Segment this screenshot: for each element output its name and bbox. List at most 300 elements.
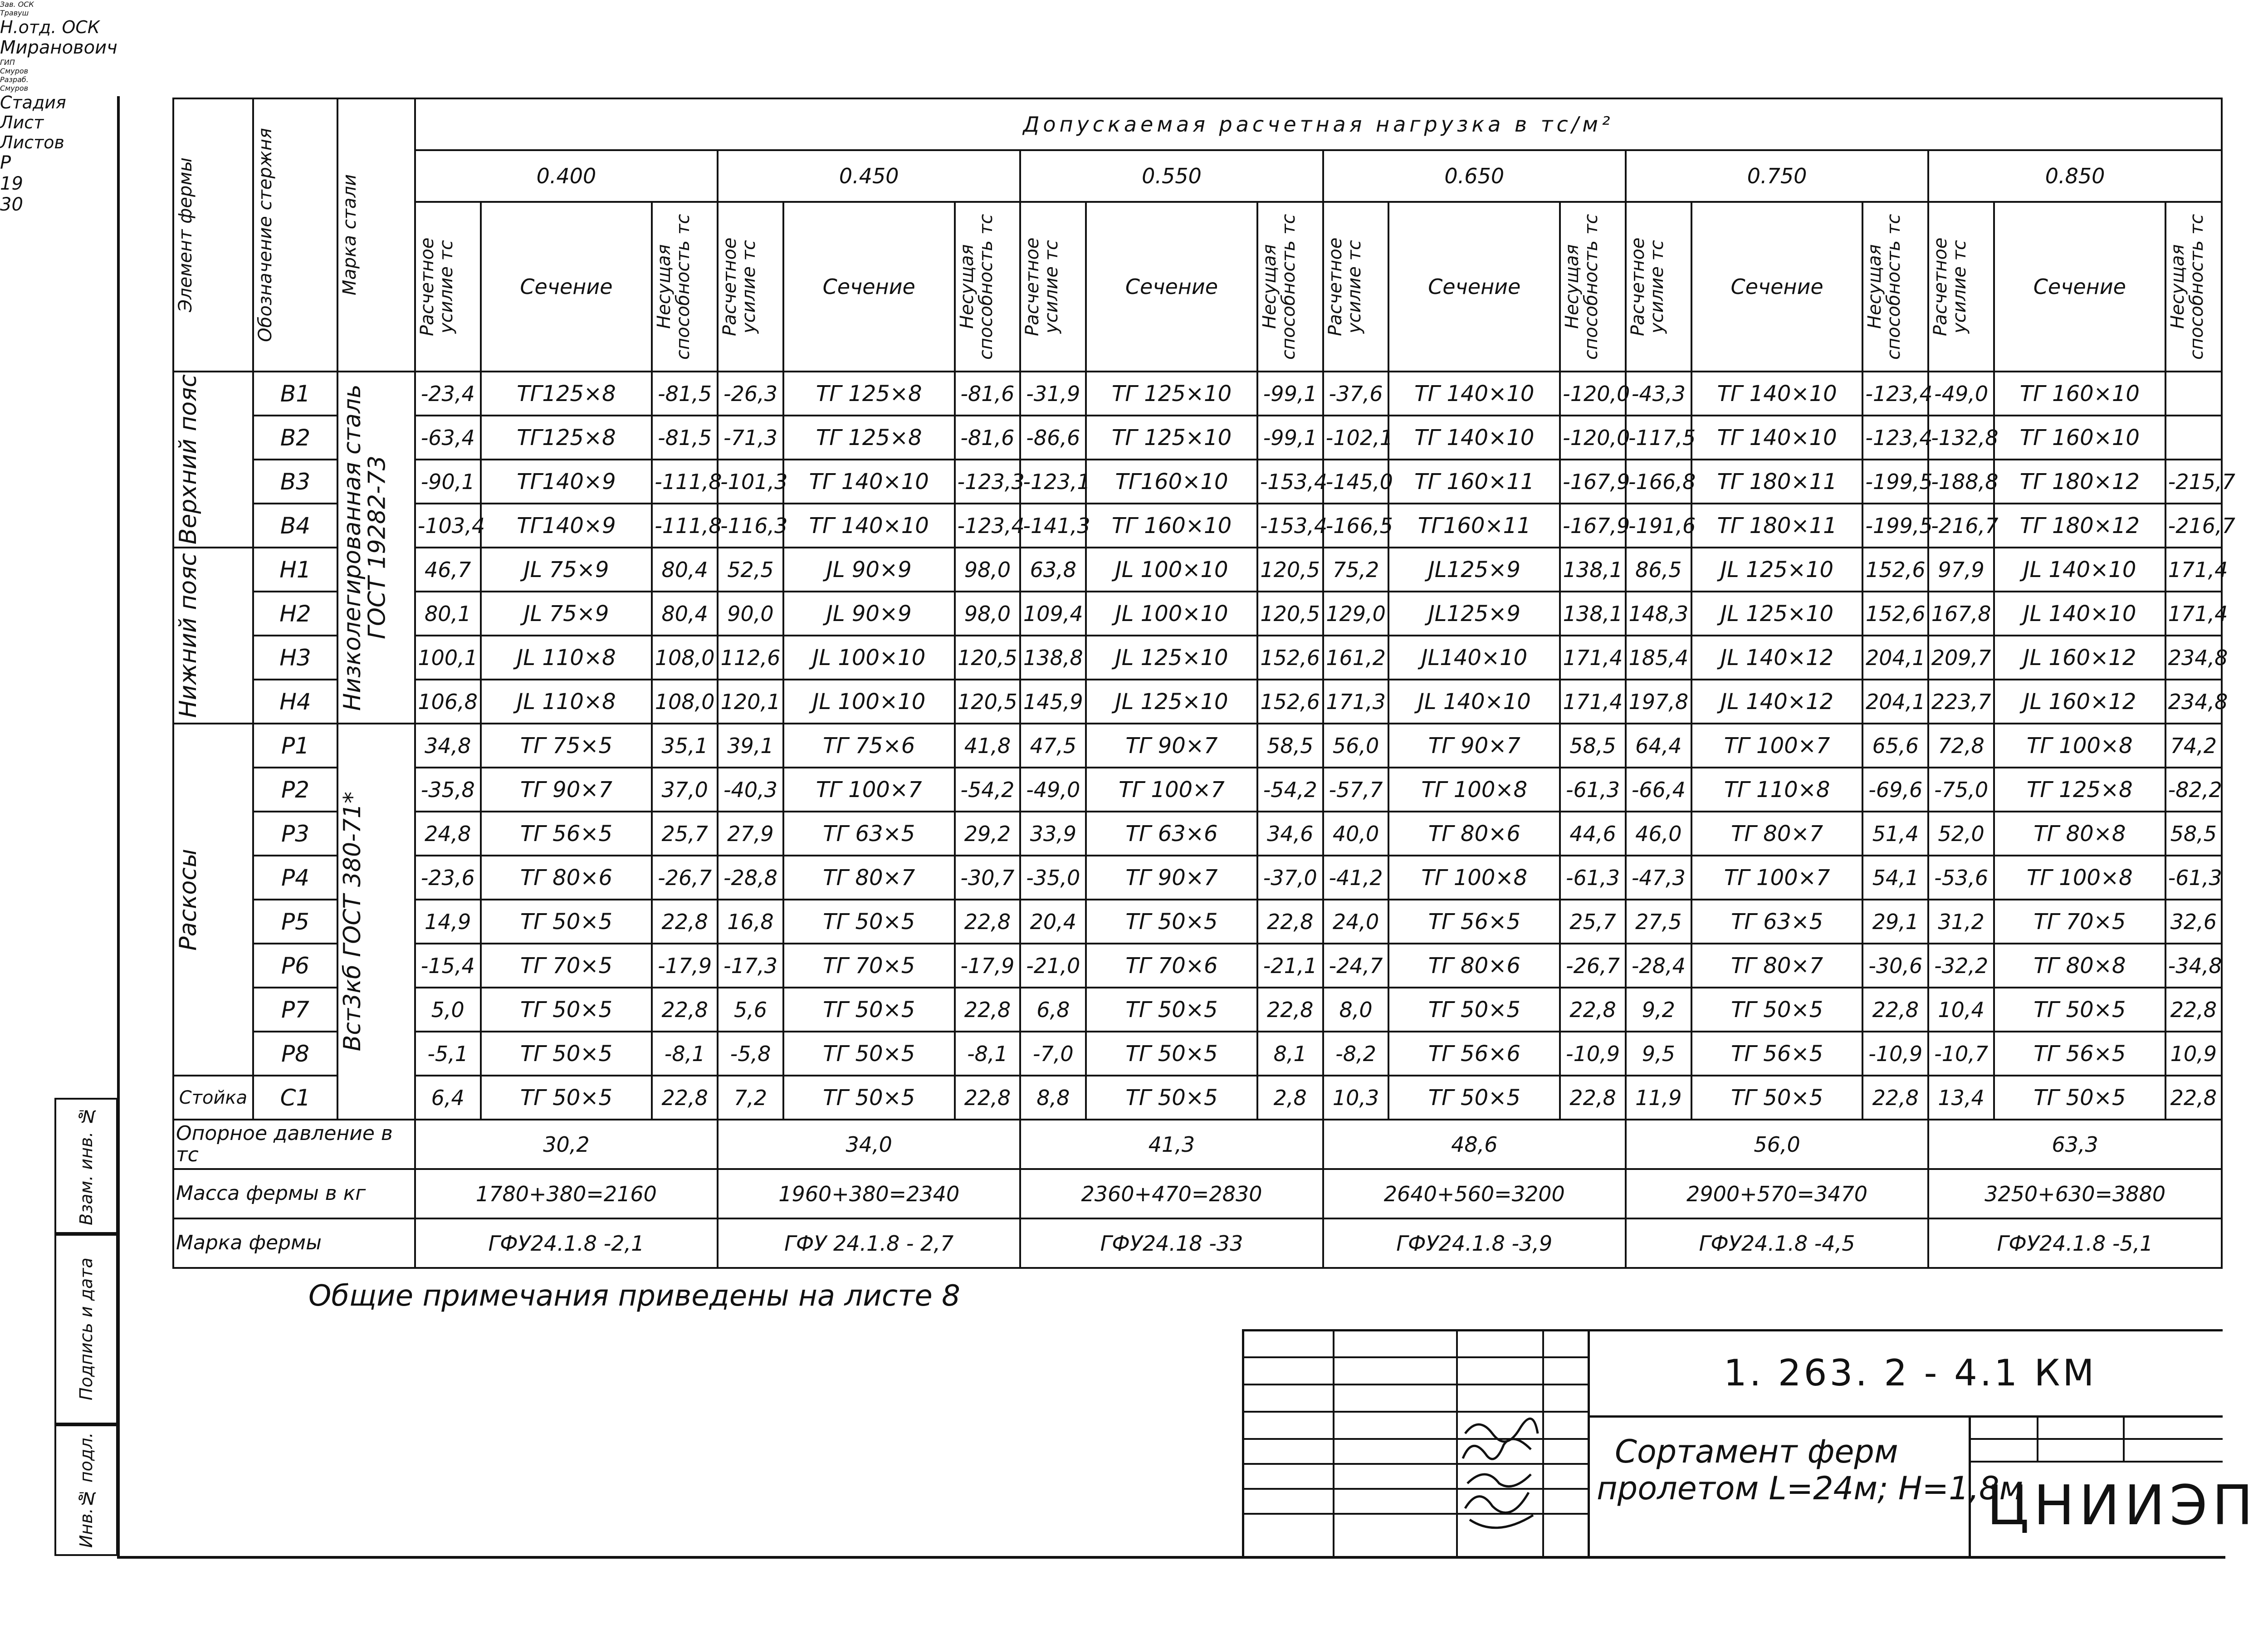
section-cell: ΤΓ 140×10 [783,460,955,504]
force-cell: 40,0 [1323,812,1389,856]
header-row-load [173,98,2222,150]
capacity-cell: 22,8 [2165,988,2222,1032]
section-cell: JL 110×8 [481,680,652,724]
capacity-cell: -153,4 [1257,460,1323,504]
capacity-cell [2165,372,2222,416]
force-cell: -86,6 [1020,416,1086,460]
table-row [173,812,2222,856]
force-cell: 97,9 [1928,548,1994,592]
table-row [173,724,2222,768]
force-cell: 148,3 [1626,592,1691,636]
summary-label: Масса фермы в кг [173,1169,415,1218]
force-cell: -63,4 [415,416,481,460]
element-group-label: Верхний пояс [175,374,202,545]
summary-value: 30,2 [415,1120,718,1169]
force-cell: -24,7 [1323,944,1389,988]
section-cell: ΤΓ 125×8 [783,416,955,460]
capacity-cell: 120,5 [955,636,1021,680]
force-cell: -166,8 [1626,460,1691,504]
section-cell: ΤΓ 56×5 [1994,1032,2165,1076]
general-note: Общие примечания приведены на листе 8 [308,1279,960,1313]
rod-id: Н2 [253,592,337,636]
force-cell: 75,2 [1323,548,1389,592]
section-cell: ΤΓ 70×6 [1086,944,1257,988]
force-cell: -216,7 [1928,504,1994,548]
steel-grade [337,372,415,724]
capacity-cell: 34,6 [1257,812,1323,856]
force-cell: -103,4 [415,504,481,548]
rod-id: Р3 [253,812,337,856]
force-cell: 24,8 [415,812,481,856]
capacity-cell: -215,7 [2165,460,2222,504]
force-cell: -10,7 [1928,1032,1994,1076]
capacity-cell: -99,1 [1257,372,1323,416]
capacity-cell: -199,5 [1862,460,1928,504]
capacity-cell: -61,3 [1560,768,1626,812]
section-cell: ΤΓ 50×5 [783,900,955,944]
section-cell: JL 160×12 [1994,680,2165,724]
section-cell: ΤΓ 50×5 [783,1076,955,1120]
table-row [173,768,2222,812]
capacity-header-label: Несущая способность тс [1864,214,1905,360]
capacity-cell: -123,4 [1862,372,1928,416]
force-cell: -43,3 [1626,372,1691,416]
section-cell: ΤΓ 80×6 [481,856,652,900]
capacity-cell: -111,8 [652,460,718,504]
capacity-header-label: Несущая способность тс [956,214,997,360]
summary-value: ГФУ24.18 -33 [1020,1218,1323,1268]
section-cell: ΤΓ 63×5 [783,812,955,856]
element-group-label: Раскосы [175,848,202,951]
rod-id: Р8 [253,1032,337,1076]
force-cell: -28,4 [1626,944,1691,988]
section-cell: ΤΓ 50×5 [1691,1076,1863,1120]
capacity-cell: -54,2 [955,768,1021,812]
section-cell: ΤΓ 50×5 [481,1032,652,1076]
capacity-cell: -17,9 [955,944,1021,988]
section-cell: ΤΓ 75×6 [783,724,955,768]
force-cell: 6,4 [415,1076,481,1120]
rod-id: Р5 [253,900,337,944]
section-cell: ΤΓ 50×5 [481,1076,652,1120]
force-cell: -188,8 [1928,460,1994,504]
force-cell: 161,2 [1323,636,1389,680]
element-group [173,372,253,548]
capacity-cell: 22,8 [652,988,718,1032]
section-header: Сечение [1086,202,1257,372]
force-cell: -47,3 [1626,856,1691,900]
summary-value: ГФУ24.1.8 -4,5 [1626,1218,1928,1268]
section-cell: JL 100×10 [1086,592,1257,636]
section-cell: ΤΓ 140×10 [1691,372,1863,416]
force-cell: -102,1 [1323,416,1389,460]
side-stamp-replace [54,1098,118,1234]
side-label-inv: Инв.№ подл. [76,1432,96,1548]
element-group-label: Нижний пояс [175,553,202,718]
capacity-cell: -120,0 [1560,416,1626,460]
force-cell: -132,8 [1928,416,1994,460]
sheet-value: 19 [0,173,23,194]
side-label-sign: Подпись и дата [76,1257,96,1401]
capacity-cell: -167,9 [1560,460,1626,504]
capacity-cell: -81,5 [652,372,718,416]
capacity-cell: 171,4 [1560,636,1626,680]
capacity-cell: -111,8 [652,504,718,548]
capacity-cell: -167,9 [1560,504,1626,548]
section-cell: ΤΓ 80×6 [1388,812,1560,856]
capacity-cell: 22,8 [955,1076,1021,1120]
force-header-label: Расчетное усилие тс [416,237,457,336]
section-cell: ΤΓ 63×5 [1691,900,1863,944]
capacity-header [652,202,718,372]
capacity-cell: -61,3 [2165,856,2222,900]
force-cell: 63,8 [1020,548,1086,592]
capacity-cell: 120,5 [955,680,1021,724]
section-cell: ΤΓ 80×7 [1691,944,1863,988]
capacity-cell: 22,8 [652,900,718,944]
section-cell: ΤΓ 50×5 [1086,900,1257,944]
capacity-cell: -8,1 [955,1032,1021,1076]
force-cell: 223,7 [1928,680,1994,724]
force-cell: 27,9 [718,812,783,856]
force-cell: 13,4 [1928,1076,1994,1120]
capacity-header [1560,202,1626,372]
capacity-cell: -34,8 [2165,944,2222,988]
sheets-value: 30 [0,194,23,215]
summary-row [173,1169,2222,1218]
section-cell: ΤΓ 56×5 [1691,1032,1863,1076]
sheets-label: Листов [0,132,64,152]
capacity-cell: 8,1 [1257,1032,1323,1076]
col-steel-header [337,98,415,372]
force-cell: -5,8 [718,1032,783,1076]
name-4: Смуров [0,84,29,93]
capacity-cell: 120,5 [1257,592,1323,636]
section-cell: ΤΓ 180×11 [1691,504,1863,548]
capacity-cell: 171,4 [2165,548,2222,592]
capacity-cell: 58,5 [1257,724,1323,768]
capacity-cell: 41,8 [955,724,1021,768]
truss-table [172,98,2235,1269]
force-cell: 16,8 [718,900,783,944]
section-cell: ΤΓ 125×10 [1086,416,1257,460]
element-group [173,724,253,1076]
capacity-header [1257,202,1323,372]
section-cell: ΤΓ 140×10 [1691,416,1863,460]
stage-value: Р [0,152,11,173]
section-cell: JL140×10 [1388,636,1560,680]
capacity-cell: 58,5 [1560,724,1626,768]
force-cell: 90,0 [718,592,783,636]
section-cell: ΤΓ 80×7 [1691,812,1863,856]
side-stamp-sign [54,1234,118,1424]
role-2: Н.отд. ОСК [0,17,100,37]
section-cell: ΤΓ 50×5 [783,988,955,1032]
section-cell: ΤΓ160×11 [1388,504,1560,548]
section-cell: ΤΓ 80×7 [783,856,955,900]
table-row [173,504,2222,548]
capacity-cell: 51,4 [1862,812,1928,856]
section-header: Сечение [783,202,955,372]
role-4: Разраб. [0,75,29,84]
section-cell: ΤΓ 110×8 [1691,768,1863,812]
capacity-cell: 22,8 [2165,1076,2222,1120]
section-cell: JL 75×9 [481,548,652,592]
force-cell: -90,1 [415,460,481,504]
load-value: 0.450 [718,150,1020,202]
force-cell: 138,8 [1020,636,1086,680]
capacity-cell: -26,7 [1560,944,1626,988]
force-cell: 10,4 [1928,988,1994,1032]
capacity-cell: -81,6 [955,372,1021,416]
header-row-sub [173,202,2222,372]
element-group-label: Стойка [179,1087,248,1108]
force-cell: 80,1 [415,592,481,636]
section-cell: JL 125×10 [1086,636,1257,680]
section-cell: ΤΓ 70×5 [783,944,955,988]
force-cell: 9,2 [1626,988,1691,1032]
force-cell: 52,5 [718,548,783,592]
force-cell: -40,3 [718,768,783,812]
force-cell: 185,4 [1626,636,1691,680]
summary-value: ГФУ24.1.8 -2,1 [415,1218,718,1268]
load-value: 0.550 [1020,150,1323,202]
force-cell: -71,3 [718,416,783,460]
side-label-replace: Взам. инв. № [76,1106,96,1226]
capacity-cell: 22,8 [1560,988,1626,1032]
capacity-cell: -54,2 [1257,768,1323,812]
force-cell: 47,5 [1020,724,1086,768]
force-cell: -191,6 [1626,504,1691,548]
section-cell: ΤΓ 140×10 [1388,416,1560,460]
force-cell: -35,0 [1020,856,1086,900]
capacity-cell: 25,7 [652,812,718,856]
force-header-label: Расчетное усилие тс [1930,237,1970,336]
capacity-cell: 10,9 [2165,1032,2222,1076]
table-row [173,460,2222,504]
force-cell: 7,2 [718,1076,783,1120]
col-element-header [173,98,253,372]
force-cell: -57,7 [1323,768,1389,812]
force-cell: 34,8 [415,724,481,768]
rod-id: Н1 [253,548,337,592]
organization-name: ЦНИИЭП [1987,1474,2258,1537]
capacity-cell: 152,6 [1257,636,1323,680]
force-cell: 209,7 [1928,636,1994,680]
rod-id: С1 [253,1076,337,1120]
section-cell: ΤΓ160×10 [1086,460,1257,504]
table-row [173,856,2222,900]
capacity-header-label: Несущая способность тс [2167,214,2207,360]
section-cell: ΤΓ 100×8 [1994,856,2165,900]
force-cell: -41,2 [1323,856,1389,900]
capacity-cell: 171,4 [1560,680,1626,724]
table-row [173,1076,2222,1120]
force-cell: -17,3 [718,944,783,988]
capacity-cell: -21,1 [1257,944,1323,988]
force-cell: -37,6 [1323,372,1389,416]
summary-value: ГФУ 24.1.8 - 2,7 [718,1218,1020,1268]
force-cell: -21,0 [1020,944,1086,988]
force-cell: -49,0 [1928,372,1994,416]
force-cell: 8,8 [1020,1076,1086,1120]
capacity-cell: -216,7 [2165,504,2222,548]
document-title [1597,1434,2023,1507]
force-cell: 39,1 [718,724,783,768]
capacity-cell: 120,5 [1257,548,1323,592]
table-row [173,548,2222,592]
force-header [1323,202,1389,372]
capacity-cell: 22,8 [652,1076,718,1120]
header-row-values [173,150,2222,202]
summary-value: 63,3 [1928,1120,2222,1169]
force-cell: 64,4 [1626,724,1691,768]
force-header-label: Расчетное усилие тс [1325,237,1365,336]
table-row [173,900,2222,944]
summary-value: 2640+560=3200 [1323,1169,1626,1218]
section-cell: JL 90×9 [783,548,955,592]
section-cell: JL 90×9 [783,592,955,636]
section-cell: ΤΓ 125×8 [783,372,955,416]
table-row [173,636,2222,680]
capacity-cell: -8,1 [652,1032,718,1076]
force-cell: 20,4 [1020,900,1086,944]
force-cell: 112,6 [718,636,783,680]
capacity-cell: 22,8 [955,988,1021,1032]
rod-id: Н3 [253,636,337,680]
capacity-cell: 152,6 [1862,548,1928,592]
load-value: 0.650 [1323,150,1626,202]
capacity-cell: -81,5 [652,416,718,460]
capacity-header [2165,202,2222,372]
rod-id: В1 [253,372,337,416]
capacity-header-label: Несущая способность тс [1562,214,1602,360]
capacity-cell: 22,8 [1862,1076,1928,1120]
section-cell: ΤΓ 50×5 [481,988,652,1032]
capacity-cell: 74,2 [2165,724,2222,768]
rod-id: Р7 [253,988,337,1032]
force-header [1020,202,1086,372]
force-cell: -123,1 [1020,460,1086,504]
force-cell: 167,8 [1928,592,1994,636]
section-cell: ΤΓ 50×5 [481,900,652,944]
rod-id: В4 [253,504,337,548]
element-group [173,548,253,724]
section-header: Сечение [1691,202,1863,372]
section-cell: JL 140×10 [1388,680,1560,724]
capacity-cell: -26,7 [652,856,718,900]
force-cell: 31,2 [1928,900,1994,944]
force-cell: 197,8 [1626,680,1691,724]
section-cell: JL 140×12 [1691,680,1863,724]
sheet-label: Лист [0,113,44,132]
force-cell: 46,7 [415,548,481,592]
capacity-cell: 80,4 [652,592,718,636]
force-cell: 100,1 [415,636,481,680]
capacity-cell: 152,6 [1862,592,1928,636]
summary-value: 1780+380=2160 [415,1169,718,1218]
force-cell: -26,3 [718,372,783,416]
section-cell: JL 125×10 [1691,548,1863,592]
section-cell: JL 110×8 [481,636,652,680]
force-cell: -75,0 [1928,768,1994,812]
capacity-cell: 37,0 [652,768,718,812]
force-cell: -32,2 [1928,944,1994,988]
summary-value: 3250+630=3880 [1928,1169,2222,1218]
summary-value: 1960+380=2340 [718,1169,1020,1218]
section-cell: ΤΓ 100×7 [1086,768,1257,812]
steel-grade-label: Вст3кб ГОСТ 380-71* [339,792,367,1052]
table-row [173,680,2222,724]
section-cell: JL 140×10 [1994,548,2165,592]
capacity-cell: -153,4 [1257,504,1323,548]
force-cell: 72,8 [1928,724,1994,768]
force-header-label: Расчетное усилие тс [1627,237,1667,336]
stage-label: Стадия [0,93,66,113]
section-header: Сечение [481,202,652,372]
force-cell: 5,6 [718,988,783,1032]
section-cell: ΤΓ 50×5 [1086,1076,1257,1120]
section-cell: ΤΓ140×9 [481,504,652,548]
force-cell: 9,5 [1626,1032,1691,1076]
section-cell: JL 75×9 [481,592,652,636]
section-cell: ΤΓ 90×7 [1086,856,1257,900]
signatures [1461,1415,1542,1551]
capacity-header-label: Несущая способность тс [654,214,694,360]
section-cell: ΤΓ 80×8 [1994,812,2165,856]
section-cell: ΤΓ 180×11 [1691,460,1863,504]
section-cell: ΤΓ 56×5 [481,812,652,856]
rod-id: Н4 [253,680,337,724]
capacity-cell: -30,6 [1862,944,1928,988]
section-cell: JL 100×10 [783,636,955,680]
section-cell: ΤΓ140×9 [481,460,652,504]
section-cell: ΤΓ 160×11 [1388,460,1560,504]
section-cell: ΤΓ 56×5 [1388,900,1560,944]
force-header [1928,202,1994,372]
capacity-cell [2165,416,2222,460]
section-cell: ΤΓ 50×5 [1086,988,1257,1032]
capacity-cell: 138,1 [1560,548,1626,592]
capacity-cell: 108,0 [652,636,718,680]
section-cell: ΤΓ 100×7 [1691,856,1863,900]
section-cell: JL125×9 [1388,592,1560,636]
capacity-cell: -17,9 [652,944,718,988]
load-value: 0.400 [415,150,718,202]
rod-id: Р2 [253,768,337,812]
capacity-cell: -61,3 [1560,856,1626,900]
force-cell: -116,3 [718,504,783,548]
section-header: Сечение [1388,202,1560,372]
section-cell: ΤΓ 90×7 [1086,724,1257,768]
summary-value: 56,0 [1626,1120,1928,1169]
force-cell: 46,0 [1626,812,1691,856]
capacity-cell: -99,1 [1257,416,1323,460]
capacity-cell: 108,0 [652,680,718,724]
force-header-label: Расчетное усилие тс [1022,237,1062,336]
section-cell: ΤΓ 100×7 [783,768,955,812]
force-cell: 6,8 [1020,988,1086,1032]
force-cell: 33,9 [1020,812,1086,856]
force-header [415,202,481,372]
section-cell: ΤΓ 160×10 [1994,416,2165,460]
capacity-cell: -123,4 [955,504,1021,548]
rod-id: В2 [253,416,337,460]
capacity-cell: 234,8 [2165,636,2222,680]
section-header: Сечение [1994,202,2165,372]
document-code: 1. 263. 2 - 4.1 КМ [1724,1352,2097,1394]
section-cell: ΤΓ 180×12 [1994,504,2165,548]
